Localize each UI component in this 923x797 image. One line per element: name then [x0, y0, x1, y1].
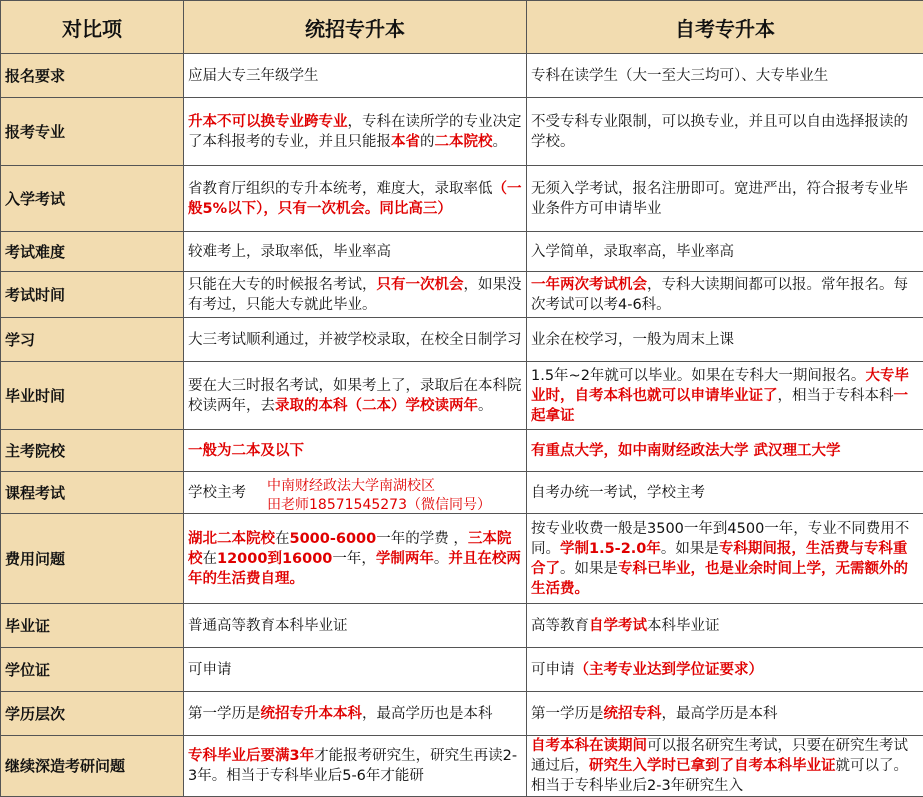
- cell-text: ，专科大读期间都可以报。常年报名。每次考试可以考4-6科。: [531, 277, 908, 313]
- highlight-text: 本省: [391, 134, 420, 150]
- watermark-line-2: 田老师18571545273（微信同号）: [267, 496, 491, 515]
- header-row: [1, 1, 923, 54]
- table-row: [1, 98, 923, 166]
- cell-text: 不受专科专业限制，可以换专业，并且可以自由选择报读的学校。: [531, 114, 908, 150]
- cell-text: 才能报考研究生，研究生再读2-3年。相当于专科毕业后5-6年才能研: [188, 748, 517, 784]
- header-zikao: 自考专升本: [527, 1, 923, 54]
- row-label: 课程考试: [1, 472, 184, 514]
- highlight-text: 录取的本科（二本）学校读两年: [275, 398, 478, 414]
- zikao-cell: [527, 318, 923, 362]
- cell-text: 。: [434, 551, 449, 567]
- highlight-text: 一年两次考试机会: [531, 277, 647, 293]
- row-label: 学位证: [1, 648, 184, 692]
- cell-text: 高等教育: [531, 618, 589, 634]
- table-row: [1, 362, 923, 430]
- cell-text: 入学简单，录取率高，毕业率高: [531, 244, 734, 260]
- cell-text: 应届大专三年级学生: [188, 68, 319, 84]
- cell-text: 要在大三时报名考试，如果考上了，录取后在本科院校读两年，去: [188, 378, 522, 414]
- table-row: [1, 430, 923, 472]
- cell-text: 。如果是: [661, 541, 719, 557]
- highlight-text: 三本院校: [188, 531, 511, 567]
- zikao-cell: [527, 430, 923, 472]
- row-label: 报考专业: [1, 98, 184, 166]
- table-row: [1, 648, 923, 692]
- header-item: 对比项: [1, 1, 184, 54]
- tongzhao-cell: [184, 648, 527, 692]
- zikao-cell: [527, 692, 923, 736]
- highlight-text: 自学考试: [589, 618, 647, 634]
- cell-text: 专科在读学生（大一至大三均可）、大专毕业生: [531, 68, 828, 84]
- zikao-cell: [527, 736, 923, 797]
- zikao-cell: [527, 472, 923, 514]
- cell-text: 第一学历是: [531, 706, 604, 722]
- zikao-cell: [527, 272, 923, 318]
- table-row: [1, 692, 923, 736]
- tongzhao-cell: [184, 430, 527, 472]
- highlight-text: 专科期间报，生活费与专科重合了: [531, 541, 907, 577]
- table-row: [1, 604, 923, 648]
- zikao-cell: [527, 362, 923, 430]
- highlight-text: 自考本科在读期间: [531, 738, 647, 754]
- cell-text: 在: [203, 551, 218, 567]
- row-label: 继续深造考研问题: [1, 736, 184, 797]
- cell-text: ，如果没有考过，只能大专就此毕业。: [188, 277, 522, 313]
- cell-text: ，相当于专科本科: [778, 388, 894, 404]
- tongzhao-cell: [184, 604, 527, 648]
- table-row: [1, 232, 923, 272]
- row-label: 学习: [1, 318, 184, 362]
- cell-text: 的: [420, 134, 435, 150]
- cell-text: 一年的学费 ，: [376, 531, 468, 547]
- tongzhao-cell: [184, 98, 527, 166]
- tongzhao-cell: [184, 272, 527, 318]
- row-label: 报名要求: [1, 54, 184, 98]
- highlight-text: （一般5%以下），只有一次机会。同比高三）: [188, 181, 522, 217]
- highlight-text: 统招专升本本科: [261, 706, 363, 722]
- cell-text: 可以报名研究生考试，只要在研究生考试通过后，: [531, 738, 908, 774]
- highlight-text: 并且在校两年的生活费自理。: [188, 551, 521, 587]
- zikao-cell: [527, 648, 923, 692]
- cell-text: ，专科在读所学的专业决定了本科报考的专业，并且只能报: [188, 114, 522, 150]
- highlight-text: 学制两年: [376, 551, 434, 567]
- highlight-text: 统招专科: [604, 706, 662, 722]
- cell-text: 较难考上，录取率低，毕业率高: [188, 244, 391, 260]
- row-label: 入学考试: [1, 166, 184, 232]
- tongzhao-cell: [184, 54, 527, 98]
- cell-text: 大三考试顺利通过，并被学校录取，在校全日制学习: [188, 332, 522, 348]
- cell-text: ，最高学历也是本科: [362, 706, 493, 722]
- cell-text: 本科毕业证: [647, 618, 720, 634]
- cell-text: 按专业收费一般是3500一年到4500一年，专业不同费用不同。: [531, 521, 909, 557]
- table-row: [1, 514, 923, 604]
- highlight-text: 专科已毕业，也是业余时间上学，无需额外的生活费。: [531, 561, 908, 597]
- row-label: 毕业证: [1, 604, 184, 648]
- zikao-cell: [527, 514, 923, 604]
- tongzhao-cell: [184, 514, 527, 604]
- cell-text: 可申请: [188, 662, 232, 678]
- zikao-cell: [527, 232, 923, 272]
- table-row: [1, 272, 923, 318]
- highlight-text: 5000-6000: [290, 531, 377, 547]
- highlight-text: 12000到16000: [217, 551, 332, 567]
- highlight-text: 一般为二本及以下: [188, 443, 304, 459]
- highlight-text: 只有一次机会: [377, 277, 464, 293]
- tongzhao-cell: [184, 736, 527, 797]
- cell-text: 普通高等教育本科毕业证: [188, 618, 348, 634]
- cell-text: 可申请: [531, 662, 575, 678]
- cell-text: 学校主考: [188, 485, 246, 501]
- table-row: [1, 54, 923, 98]
- cell-text: 在: [275, 531, 290, 547]
- table-row: [1, 166, 923, 232]
- highlight-text: 一起拿证: [531, 388, 908, 424]
- highlight-text: 专科毕业后要满3年: [188, 748, 314, 764]
- contact-watermark: [267, 477, 491, 515]
- table-row: [1, 736, 923, 797]
- highlight-text: 研究生入学时已拿到了自考本科毕业证: [589, 758, 836, 774]
- cell-text: 。: [478, 398, 493, 414]
- header-tongzhao: 统招专升本: [184, 1, 527, 54]
- highlight-text: （主考专业达到学位证要求）: [575, 662, 764, 678]
- cell-text: 1.5年~2年就可以毕业。如果在专科大一期间报名。: [531, 368, 865, 384]
- row-label: 学历层次: [1, 692, 184, 736]
- watermark-line-1: 中南财经政法大学南湖校区: [267, 477, 491, 496]
- tongzhao-cell: [184, 166, 527, 232]
- row-label: 毕业时间: [1, 362, 184, 430]
- tongzhao-cell: [184, 692, 527, 736]
- row-label: 考试难度: [1, 232, 184, 272]
- cell-text: ，最高学历是本科: [662, 706, 778, 722]
- cell-text: 。: [493, 134, 508, 150]
- cell-text: 无须入学考试，报名注册即可。宽进严出，符合报考专业毕业条件方可申请毕业: [531, 181, 908, 217]
- highlight-text: 湖北二本院校: [188, 531, 275, 547]
- cell-text: 业余在校学习，一般为周末上课: [531, 332, 734, 348]
- row-label: 费用问题: [1, 514, 184, 604]
- cell-text: 第一学历是: [188, 706, 261, 722]
- zikao-cell: [527, 54, 923, 98]
- row-label: 考试时间: [1, 272, 184, 318]
- cell-text: 省教育厅组织的专升本统考，难度大，录取率低: [188, 181, 493, 197]
- cell-text: 一年，: [332, 551, 376, 567]
- highlight-text: 学制1.5-2.0年: [560, 541, 661, 557]
- highlight-text: 有重点大学，如中南财经政法大学 武汉理工大学: [531, 443, 841, 459]
- cell-text: 就可以了。相当于专科毕业后2-3年研究生入: [531, 758, 908, 794]
- cell-text: 只能在大专的时候报名考试，: [188, 277, 377, 293]
- highlight-text: 大专毕业时，自考本科也就可以申请毕业证了: [531, 368, 909, 404]
- cell-text: 自考办统一考试，学校主考: [531, 485, 705, 501]
- row-label: 主考院校: [1, 430, 184, 472]
- zikao-cell: [527, 604, 923, 648]
- highlight-text: 升本不可以换专业跨专业: [188, 114, 348, 130]
- zikao-cell: [527, 98, 923, 166]
- tongzhao-cell: [184, 362, 527, 430]
- tongzhao-cell: [184, 232, 527, 272]
- cell-text: 。如果是: [560, 561, 618, 577]
- highlight-text: 二本院校: [435, 134, 493, 150]
- tongzhao-cell: [184, 318, 527, 362]
- table-row: [1, 318, 923, 362]
- zikao-cell: [527, 166, 923, 232]
